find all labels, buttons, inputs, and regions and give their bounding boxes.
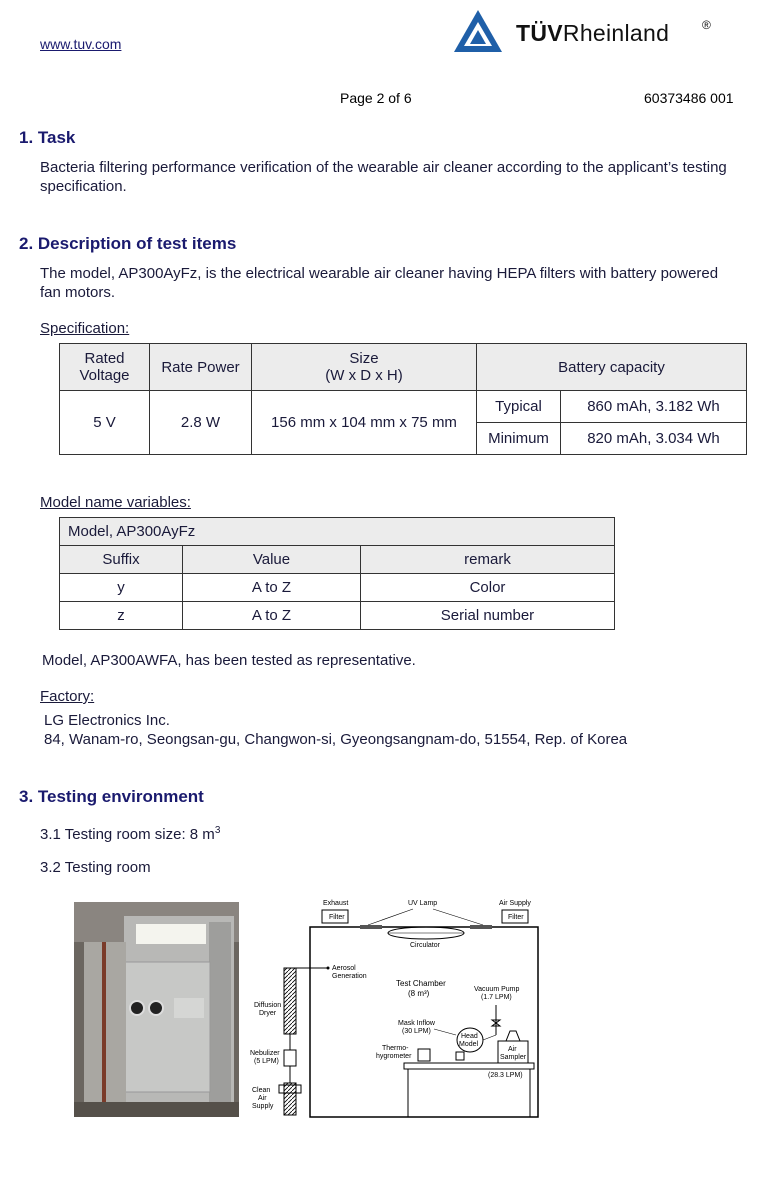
section-3-heading: 3. Testing environment [19, 787, 204, 806]
diagram-clean-air-label: Air [258, 1095, 267, 1102]
section-1-heading: 1. Task [19, 128, 76, 147]
website-link[interactable]: www.tuv.com [40, 36, 122, 52]
diagram-thermo-label: Thermo- [382, 1045, 409, 1052]
specification-table [59, 343, 747, 455]
remark-cell: Color [361, 574, 615, 602]
header-value: Value [183, 546, 361, 574]
header-size: Size (W x D x H) [252, 344, 477, 391]
section-1-text: Bacteria filtering performance verification of the wearable air cleaner according to the applicant’s testing specification. [40, 159, 727, 195]
diagram-chamber-size-label: (8 m³) [408, 989, 430, 998]
diagram-diffusion-label: Diffusion [254, 1002, 282, 1009]
diagram-vacuum-lpm-label: (1.7 LPM) [481, 994, 512, 1001]
diagram-filter-right: Filter [508, 914, 524, 921]
diagram-filter-left: Filter [329, 914, 345, 921]
model-variables-label: Model name variables: [40, 494, 191, 511]
rated-voltage-value: 5 V [60, 391, 150, 455]
model-variables-table [59, 517, 615, 630]
diagram-head-label: Head [461, 1033, 478, 1040]
factory-address: 84, Wanam-ro, Seongsan-gu, Changwon-si, Gyeongsangnam-do, 51554, Rep. of Korea [44, 731, 628, 748]
header-battery-capacity: Battery capacity [477, 344, 747, 391]
diagram-uv-lamp-label: UV Lamp [408, 900, 438, 907]
section-2-heading: 2. Description of test items [19, 234, 237, 253]
room-size-text: 3.1 Testing room size: 8 $m^3$ [40, 825, 221, 843]
header-rate-power: Rate Power [150, 344, 252, 391]
diagram-air-label: Air [508, 1046, 517, 1053]
specification-label: Specification: [40, 320, 130, 337]
diagram-aerosol-label: Aerosol [332, 965, 356, 972]
variables-table-title: Model, AP300AyFz [60, 518, 615, 546]
testing-room-photo [74, 902, 239, 1117]
value-cell: A to Z [183, 574, 361, 602]
header-remark: remark [361, 546, 615, 574]
diagram-dryer-label: Dryer [259, 1010, 277, 1017]
battery-minimum-label: Minimum [477, 423, 561, 455]
battery-minimum-value: 820 mAh, 3.034 Wh [561, 423, 747, 455]
factory-label: Factory: [40, 688, 95, 705]
battery-typical-value: 860 mAh, 3.182 Wh [561, 391, 747, 423]
diagram-test-chamber-label: Test Chamber [396, 979, 446, 988]
diagram-air-supply-top-label: Air Supply [499, 900, 531, 907]
size-value: 156 mm x 104 mm x 75 mm [252, 391, 477, 455]
battery-typical-label: Typical [477, 391, 561, 423]
page-info: Page 2 of 6 [340, 90, 412, 106]
diagram-vacuum-pump-label: Vacuum Pump [474, 986, 520, 993]
document-number: 60373486 001 [644, 90, 734, 106]
tuv-triangle-logo-icon [452, 8, 504, 54]
logo-text: TÜVRheinland [516, 20, 670, 46]
table-row [60, 602, 615, 630]
testing-room-label: 3.2 Testing room [40, 859, 151, 876]
suffix-cell: z [60, 602, 183, 630]
diagram-hygrometer-label: hygrometer [376, 1053, 412, 1060]
suffix-cell: y [60, 574, 183, 602]
diagram-exhaust-label: Exhaust [323, 900, 349, 907]
header-suffix: Suffix [60, 546, 183, 574]
remark-cell: Serial number [361, 602, 615, 630]
diagram-nebulizer-label: Nebulizer [250, 1050, 280, 1057]
value-cell: A to Z [183, 602, 361, 630]
table-row [60, 574, 615, 602]
rate-power-value: 2.8 W [150, 391, 252, 455]
header-rated-voltage: Rated Voltage [60, 344, 150, 391]
diagram-circulator-label: Circulator [410, 942, 440, 949]
diagram-clean-label: Clean [252, 1087, 271, 1094]
diagram-sampler-label: Sampler [500, 1054, 527, 1061]
tested-model-note: Model, AP300AWFA, has been tested as representative. [42, 652, 416, 669]
logo-registered-mark: ® [702, 18, 711, 32]
diagram-nebulizer-lpm-label: (5 LPM) [254, 1058, 279, 1065]
diagram-sampler-lpm-label: (28.3 LPM) [488, 1072, 523, 1079]
diagram-mask-inflow-label: Mask Inflow [398, 1020, 435, 1027]
section-2-text: The model, AP300AyFz, is the electrical wearable air cleaner having HEPA filters with battery powered fan motors. [40, 265, 719, 301]
diagram-generation-label: Generation [332, 973, 367, 980]
diagram-mask-lpm-label: (30 LPM) [402, 1028, 431, 1035]
testing-room-diagram [248, 895, 548, 1125]
diagram-supply-label: Supply [252, 1103, 274, 1110]
factory-name: LG Electronics Inc. [44, 712, 170, 729]
diagram-model-label: Model [459, 1041, 479, 1048]
